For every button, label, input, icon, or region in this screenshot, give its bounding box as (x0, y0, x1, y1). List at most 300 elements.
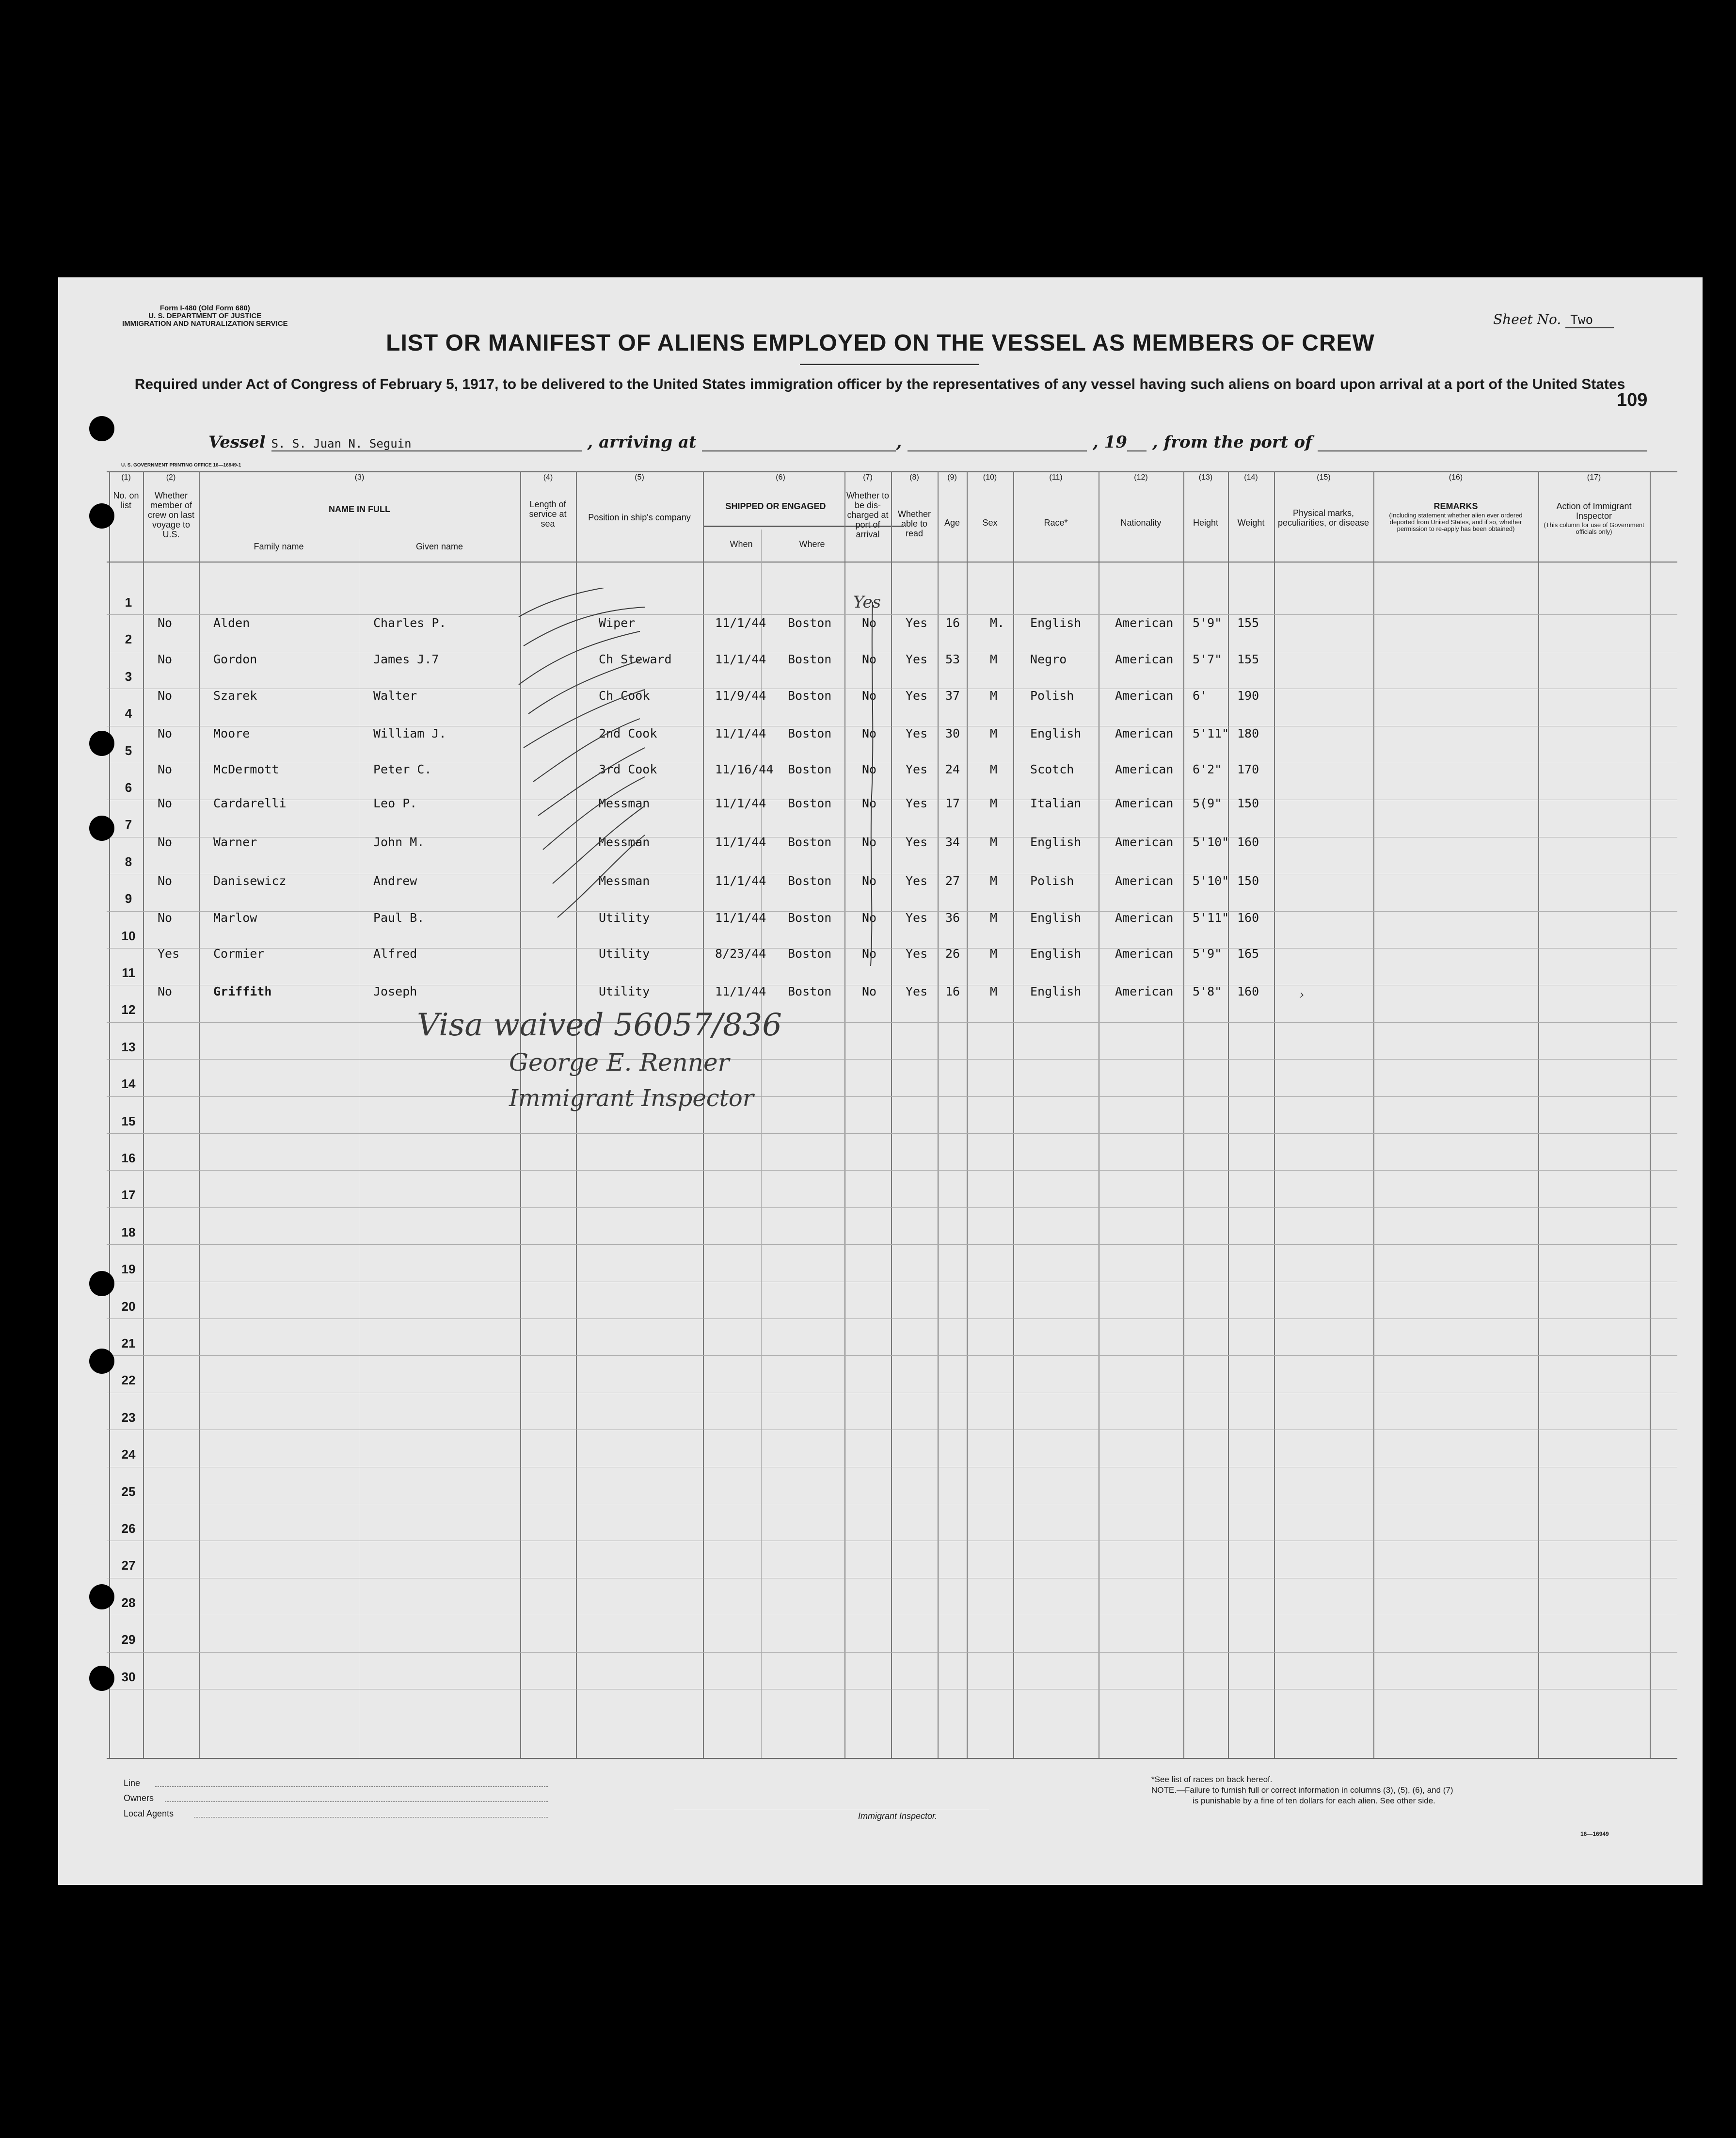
cell-nationality: American (1115, 984, 1174, 998)
row-number: 30 (121, 1669, 136, 1684)
cell-shipped-where: Boston (788, 762, 832, 776)
table-bottom-rule (107, 1758, 1677, 1759)
hdr-remarks-note: (Including statement whether alien ever ordered deported from United States, and if so, whether permission to re-apply has been obtained) (1389, 512, 1523, 532)
cell-sex: M (990, 874, 998, 888)
handwritten-title: Immigrant Inspector (509, 1085, 754, 1112)
cell-shipped-when: 11/1/44 (715, 726, 766, 740)
hdr-weight: Weight (1237, 518, 1265, 528)
row-number: 15 (121, 1113, 136, 1128)
cell-family-name: Alden (213, 616, 250, 630)
strike-mark (519, 588, 640, 617)
row-rule (107, 1133, 1677, 1134)
cell-position: 3rd Cook (599, 762, 657, 776)
page-number: 109 (1617, 390, 1648, 410)
cell-able-read: Yes (906, 652, 928, 666)
cell-shipped-where: Boston (788, 652, 832, 666)
colnum-9: (9) (947, 473, 957, 482)
cell-height: 5'10" (1193, 874, 1229, 888)
cell-height: 6'2" (1193, 762, 1222, 776)
cell-shipped-when: 11/16/44 (715, 762, 774, 776)
colnum-5: (5) (635, 473, 644, 482)
cell-family-name: Griffith (213, 984, 272, 998)
vessel-label: Vessel (208, 433, 266, 452)
cell-shipped-where: Boston (788, 874, 832, 888)
column-rule (761, 530, 762, 1758)
cell-age: 37 (945, 689, 960, 703)
row-number: 26 (121, 1521, 136, 1536)
row-rule (107, 1022, 1677, 1023)
cell-position: Utility (599, 984, 650, 998)
cell-weight: 165 (1237, 947, 1259, 961)
row-number: 12 (121, 1002, 136, 1017)
cell-able-read: Yes (906, 947, 928, 961)
cell-height: 5'9" (1193, 947, 1222, 961)
footer-note-fine: is punishable by a fine of ten dollars for each alien. See other side. (1193, 1796, 1435, 1805)
row-rule (107, 1244, 1677, 1245)
strike-mark (543, 777, 645, 850)
row-number: 10 (121, 928, 136, 943)
cell-shipped-where: Boston (788, 616, 832, 630)
cell-age: 17 (945, 796, 960, 810)
cell-nationality: American (1115, 689, 1174, 703)
cell-nationality: American (1115, 652, 1174, 666)
column-rule (1274, 471, 1275, 1758)
cell-sex: M (990, 947, 998, 961)
cell-able-read: Yes (906, 796, 928, 810)
row-rule (107, 1652, 1677, 1653)
cell-sex: M. (990, 616, 1005, 630)
cell-race: English (1030, 947, 1082, 961)
cell-weight: 155 (1237, 652, 1259, 666)
hdr-race: Race* (1044, 518, 1068, 528)
cell-nationality: American (1115, 796, 1174, 810)
column-rule (1650, 471, 1651, 1758)
cell-nationality: American (1115, 874, 1174, 888)
colnum-13: (13) (1198, 473, 1213, 482)
colnum-14: (14) (1244, 473, 1258, 482)
sheet-number (1493, 311, 1614, 328)
row-rule (107, 1170, 1677, 1171)
from-port-field (1318, 437, 1647, 451)
column-rule (109, 471, 110, 1758)
row-number: 1 (125, 595, 132, 610)
form-identifier (122, 305, 288, 328)
cell-shipped-when: 11/1/44 (715, 984, 766, 998)
cell-position: Utility (599, 911, 650, 925)
cell-given-name: Andrew (373, 874, 417, 888)
row-rule (107, 1096, 1677, 1097)
colnum-7: (7) (863, 473, 873, 482)
cell-nationality: American (1115, 835, 1174, 849)
vessel-line: Vessel S. S. Juan N. Seguin , arriving at , , 19 , from the port of (208, 433, 1647, 452)
subtitle: Required under Act of Congress of February 5, 1917, to be delivered to the United States immigration officer by the representatives of any vessel having such aliens on board upon arrival at a port of the United States (134, 376, 1625, 392)
cell-family-name: McDermott (213, 762, 279, 776)
cell-able-read: Yes (906, 762, 928, 776)
hdr-sex: Sex (982, 518, 998, 528)
colnum-17: (17) (1587, 473, 1601, 482)
cell-shipped-when: 11/1/44 (715, 911, 766, 925)
hdr-discharged: Whether to be dis-charged at port of arrival (846, 491, 890, 539)
hdr-age: Age (944, 518, 960, 528)
cell-given-name: Alfred (373, 947, 417, 961)
length-service-strikes (514, 588, 717, 956)
cell-sex: M (990, 796, 998, 810)
punch-hole (89, 1349, 114, 1374)
cell-discharged: No (862, 689, 877, 703)
cell-race: English (1030, 911, 1082, 925)
hdr-family-name: Family name (254, 542, 304, 551)
cell-nationality: American (1115, 726, 1174, 740)
cell-shipped-where: Boston (788, 796, 832, 810)
cell-sex: M (990, 762, 998, 776)
cell-position: Messman (599, 796, 650, 810)
row-number: 2 (125, 632, 132, 647)
cell-shipped-when: 11/1/44 (715, 835, 766, 849)
row-rule (107, 1318, 1677, 1319)
service-name: IMMIGRATION AND NATURALIZATION SERVICE (122, 320, 288, 328)
row-number: 14 (121, 1077, 136, 1092)
cell-able-read: Yes (906, 616, 928, 630)
column-rule (844, 471, 845, 1758)
cell-nationality: American (1115, 762, 1174, 776)
footer-agents-label: Local Agents (124, 1809, 174, 1818)
row-rule (107, 911, 1677, 912)
row-number: 13 (121, 1039, 136, 1054)
colnum-15: (15) (1317, 473, 1331, 482)
row-number: 16 (121, 1151, 136, 1165)
cell-given-name: John M. (373, 835, 425, 849)
cell-crew-last-voyage: No (158, 984, 173, 998)
hdr-action: Action of Immigrant Inspector (1556, 501, 1632, 521)
cell-crew-last-voyage: No (158, 616, 173, 630)
cell-discharged: No (862, 874, 877, 888)
cell-family-name: Gordon (213, 652, 257, 666)
cell-shipped-when: 8/23/44 (715, 947, 766, 961)
cell-discharged: No (862, 762, 877, 776)
cell-race: English (1030, 616, 1082, 630)
colnum-10: (10) (983, 473, 997, 482)
column-rule (891, 471, 892, 1758)
column-rule (143, 471, 144, 1758)
row-number: 11 (122, 965, 135, 980)
punch-hole (89, 816, 114, 841)
cell-height: 5'8" (1193, 984, 1222, 998)
cell-weight: 160 (1237, 835, 1259, 849)
row-number: 19 (121, 1262, 136, 1277)
year-field (1127, 437, 1147, 451)
handwritten-signature: George E. Renner (509, 1048, 730, 1077)
arriving-field (702, 437, 896, 451)
footer-code: 16—16949 (1580, 1831, 1609, 1837)
cell-race: English (1030, 984, 1082, 998)
printer-line: U. S. GOVERNMENT PRINTING OFFICE 16—16949-1 (121, 463, 241, 468)
cell-sex: M (990, 652, 998, 666)
column-rule (1013, 471, 1014, 1758)
hdr-remarks: REMARKS (1433, 501, 1478, 511)
punch-hole (89, 1666, 114, 1691)
row-number: 23 (121, 1410, 136, 1425)
cell-age: 24 (945, 762, 960, 776)
cell-race: Scotch (1030, 762, 1074, 776)
cell-family-name: Danisewicz (213, 874, 287, 888)
sheet-label: Sheet No. (1493, 311, 1561, 327)
cell-crew-last-voyage: Yes (158, 947, 180, 961)
cell-age: 26 (945, 947, 960, 961)
punch-hole (89, 731, 114, 756)
column-rule (1373, 471, 1374, 1758)
cell-weight: 155 (1237, 616, 1259, 630)
cell-height: 6' (1193, 689, 1208, 703)
colnum-6: (6) (776, 473, 785, 482)
cell-race: Polish (1030, 689, 1074, 703)
cell-weight: 170 (1237, 762, 1259, 776)
form-id: Form I-480 (Old Form 680) (159, 304, 250, 312)
cell-given-name: James J.7 (373, 652, 439, 666)
vessel-name: S. S. Juan N. Seguin (271, 437, 582, 451)
page-title: LIST OR MANIFEST OF ALIENS EMPLOYED ON THE VESSEL AS MEMBERS OF CREW (386, 330, 1375, 356)
cell-sex: M (990, 984, 998, 998)
colnum-3: (3) (354, 473, 365, 482)
scribble-line (871, 602, 873, 966)
row-number: 9 (125, 891, 132, 906)
cell-sex: M (990, 689, 998, 703)
cell-position: Messman (599, 835, 650, 849)
cell-race: English (1030, 835, 1082, 849)
cell-age: 36 (945, 911, 960, 925)
cell-discharged: No (862, 652, 877, 666)
hdr-length-service: Length of service at sea (529, 499, 567, 529)
cell-shipped-where: Boston (788, 947, 832, 961)
department: U. S. DEPARTMENT OF JUSTICE (148, 312, 262, 320)
table-top-rule (107, 471, 1677, 472)
row-rule (107, 1355, 1677, 1356)
cell-sex: M (990, 835, 998, 849)
cell-weight: 180 (1237, 726, 1259, 740)
punch-hole (89, 1584, 114, 1609)
row-rule (107, 1207, 1677, 1208)
row-number: 4 (125, 706, 132, 721)
cell-position: Ch Cook (599, 689, 650, 703)
row-number: 21 (121, 1336, 136, 1350)
row-number: 6 (125, 780, 132, 795)
cell-shipped-where: Boston (788, 835, 832, 849)
column-rule (1228, 471, 1229, 1758)
row-rule (107, 614, 1677, 615)
strike-mark (528, 660, 640, 714)
cell-crew-last-voyage: No (158, 726, 173, 740)
column-rule (199, 471, 200, 1758)
cell-race: English (1030, 726, 1082, 740)
cell-shipped-where: Boston (788, 984, 832, 998)
footer-note-races: *See list of races on back hereof. (1151, 1775, 1273, 1784)
row-number: 18 (121, 1224, 136, 1239)
cell-position: Wiper (599, 616, 636, 630)
cell-height: 5'10" (1193, 835, 1229, 849)
cell-nationality: American (1115, 911, 1174, 925)
cell-able-read: Yes (906, 689, 928, 703)
footer-owners-rule (165, 1801, 548, 1802)
row-number: 3 (125, 669, 132, 684)
strike-mark (519, 631, 640, 685)
hdr-able-read: Whether able to read (897, 509, 931, 538)
cell-weight: 160 (1237, 984, 1259, 998)
cell-able-read: Yes (906, 911, 928, 925)
cell-shipped-where: Boston (788, 726, 832, 740)
cell-crew-last-voyage: No (158, 874, 173, 888)
discharged-scribble (858, 602, 887, 971)
cell-given-name: Peter C. (373, 762, 432, 776)
cell-height: 5(9" (1193, 796, 1222, 810)
colnum-11: (11) (1049, 473, 1063, 482)
cell-age: 27 (945, 874, 960, 888)
hdr-shipped: SHIPPED OR ENGAGED (725, 501, 826, 511)
column-rule (938, 471, 939, 1758)
column-rule (967, 471, 968, 1758)
row-number: 17 (121, 1188, 136, 1203)
cell-shipped-where: Boston (788, 911, 832, 925)
cell-family-name: Szarek (213, 689, 257, 703)
header-bottom-rule (107, 562, 1677, 563)
column-rule (1183, 471, 1184, 1758)
cell-given-name: William J. (373, 726, 446, 740)
cell-height: 5'9" (1193, 616, 1222, 630)
cell-family-name: Cardarelli (213, 796, 287, 810)
colnum-2: (2) (166, 473, 176, 482)
cell-shipped-when: 11/1/44 (715, 874, 766, 888)
strike-mark (538, 748, 645, 816)
strike-mark (533, 719, 640, 782)
punch-hole (89, 1271, 114, 1296)
year-label: , 19 (1092, 433, 1127, 452)
row-number: 8 (125, 854, 132, 869)
hdr-where: Where (799, 539, 825, 549)
cell-family-name: Warner (213, 835, 257, 849)
cell-position: Ch Steward (599, 652, 672, 666)
hdr-position: Position in ship's company (588, 513, 691, 522)
cell-crew-last-voyage: No (158, 652, 173, 666)
cell-family-name: Moore (213, 726, 250, 740)
colnum-8: (8) (909, 473, 919, 482)
cell-given-name: Paul B. (373, 911, 425, 925)
cell-crew-last-voyage: No (158, 911, 173, 925)
hdr-physical: Physical marks, peculiarities, or disease (1277, 508, 1370, 528)
cell-shipped-when: 11/1/44 (715, 616, 766, 630)
footer-line-label: Line (124, 1778, 141, 1788)
cell-discharged: No (862, 911, 877, 925)
cell-shipped-where: Boston (788, 689, 832, 703)
cell-weight: 150 (1237, 874, 1259, 888)
row-number: 24 (121, 1447, 136, 1462)
row-number: 28 (121, 1595, 136, 1610)
sheet-value: Two (1565, 313, 1614, 328)
cell-height: 5'11" (1193, 726, 1229, 740)
tick-mark: › (1299, 988, 1305, 1002)
cell-able-read: Yes (906, 835, 928, 849)
strike-mark (557, 835, 645, 917)
row-rule (107, 1059, 1677, 1060)
cell-race: Italian (1030, 796, 1082, 810)
cell-discharged: No (862, 616, 877, 630)
punch-hole (89, 503, 114, 529)
strike-mark (553, 806, 645, 884)
colnum-16: (16) (1449, 473, 1463, 482)
cell-able-read: Yes (906, 874, 928, 888)
handwritten-yes: Yes (853, 593, 881, 612)
row-number: 25 (121, 1484, 136, 1499)
cell-race: Polish (1030, 874, 1074, 888)
title-rule (800, 364, 979, 365)
cell-crew-last-voyage: No (158, 689, 173, 703)
strike-mark (524, 607, 645, 646)
cell-age: 34 (945, 835, 960, 849)
cell-nationality: American (1115, 947, 1174, 961)
handwritten-visa-waived: Visa waived 56057/836 (417, 1007, 782, 1043)
cell-discharged: No (862, 796, 877, 810)
hdr-given-name: Given name (415, 542, 463, 551)
cell-sex: M (990, 726, 998, 740)
hdr-nationality: Nationality (1120, 518, 1162, 528)
manifest-sheet (58, 277, 1703, 1885)
row-number: 5 (125, 743, 132, 758)
arriving-label: , arriving at (587, 433, 697, 452)
cell-race: Negro (1030, 652, 1067, 666)
cell-discharged: No (862, 835, 877, 849)
footer-note-penalty: NOTE.—Failure to furnish full or correct information in columns (3), (5), (6), and (7) (1151, 1785, 1453, 1795)
hdr-action-note: (This column for use of Government officials only) (1544, 521, 1644, 535)
cell-weight: 150 (1237, 796, 1259, 810)
cell-position: Utility (599, 947, 650, 961)
hdr-height: Height (1193, 518, 1219, 528)
footer-owners-label: Owners (124, 1793, 154, 1803)
cell-able-read: Yes (906, 984, 928, 998)
cell-given-name: Joseph (373, 984, 417, 998)
cell-nationality: American (1115, 616, 1174, 630)
cell-crew-last-voyage: No (158, 835, 173, 849)
cell-age: 30 (945, 726, 960, 740)
cell-weight: 160 (1237, 911, 1259, 925)
punch-hole (89, 416, 114, 441)
row-number: 7 (125, 817, 132, 832)
row-number: 20 (121, 1299, 136, 1314)
colnum-1: (1) (121, 473, 131, 482)
cell-age: 16 (945, 984, 960, 998)
hdr-no-on-list: No. on list (113, 491, 139, 510)
hdr-name-in-full: NAME IN FULL (329, 504, 390, 514)
row-number: 27 (121, 1558, 136, 1573)
column-rule (1538, 471, 1539, 1758)
cell-height: 5'7" (1193, 652, 1222, 666)
cell-discharged: No (862, 947, 877, 961)
colnum-12: (12) (1134, 473, 1148, 482)
cell-given-name: Walter (373, 689, 417, 703)
cell-discharged: No (862, 984, 877, 998)
cell-position: Messman (599, 874, 650, 888)
cell-shipped-when: 11/1/44 (715, 652, 766, 666)
cell-discharged: No (862, 726, 877, 740)
row-number: 22 (121, 1373, 136, 1388)
cell-weight: 190 (1237, 689, 1259, 703)
hdr-crew-last-voyage: Whether member of crew on last voyage to U.S. (147, 491, 195, 539)
hdr-when: When (730, 539, 753, 549)
footer-line-rule (155, 1786, 548, 1787)
colnum-4: (4) (543, 473, 553, 482)
cell-age: 16 (945, 616, 960, 630)
cell-able-read: Yes (906, 726, 928, 740)
cell-given-name: Charles P. (373, 616, 446, 630)
cell-age: 53 (945, 652, 960, 666)
footer-inspector-label: Immigrant Inspector. (858, 1811, 938, 1821)
strike-mark (524, 690, 645, 748)
